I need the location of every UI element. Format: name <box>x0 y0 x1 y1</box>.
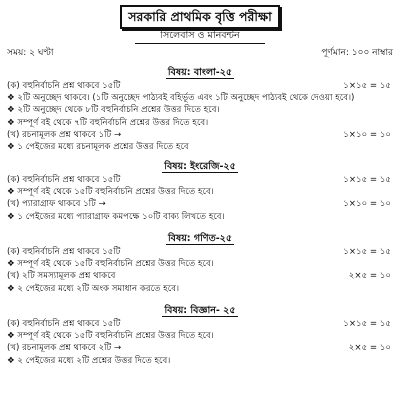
syllabus-line <box>7 129 393 141</box>
page-title: সরকারি প্রাথমিক বৃত্তি পরীক্ষা <box>120 5 280 29</box>
exam-meta <box>7 47 393 60</box>
section-heading <box>0 232 400 245</box>
marks-value: ১×১৫ = ১৫ <box>343 175 391 185</box>
syllabus-line <box>7 186 393 198</box>
marks-value: ১×১৫ = ১৫ <box>343 247 391 257</box>
syllabus-line <box>7 92 393 104</box>
syllabus-line <box>7 141 393 153</box>
marks-value: ১×১৫ = ১৫ <box>343 319 391 329</box>
syllabus-line-text: ❖ ২টি অনুচ্ছেদ থেকে ৮টি বহুনির্বাচনি প্রশ্নের উত্তর দিতে হবে। <box>7 105 220 116</box>
syllabus-line-text: ❖ ২টি অনুচ্ছেদ থাকবে। (১টি অনুচ্ছেদ পাঠ্যবই বহির্ভূত এবং ১টি অনুচ্ছেদ পাঠ্যবই থেকে দেওয়া হবে।) <box>7 93 355 104</box>
syllabus-line-text: ❖ ১ পেইজের মধ্যে প্যারাগ্রাফ কমপক্ষে ১০টি বাক্য লিখতে হবে। <box>7 211 225 222</box>
syllabus-line <box>7 246 393 258</box>
marks-value: ২×৫ = ১০ <box>348 343 391 354</box>
full-marks: পূর্ণমান: ১০০ নাম্বার <box>321 48 393 58</box>
subtitle: সিলেবাস ও মানবন্টন <box>160 30 240 41</box>
syllabus-line <box>7 211 393 223</box>
section-heading <box>0 304 400 317</box>
syllabus-line-text: ❖ ২ পেইজের মধ্যে ২টি অংক সমাধান করতে হবে। <box>7 283 180 294</box>
title-area <box>0 5 400 29</box>
syllabus-line <box>7 258 393 270</box>
exam-time: সময়: ২ ঘণ্টা <box>7 48 54 58</box>
syllabus-line <box>7 174 393 186</box>
syllabus-line-text: (ক) বহুনির্বাচনি প্রশ্ন থাকবে ১৫টি <box>7 247 121 257</box>
section-heading <box>0 160 400 173</box>
syllabus-line <box>7 318 393 330</box>
syllabus-line-text: ❖ সম্পূর্ণ বই থেকে ১৫টি বহুনির্বাচনি প্রশ্নের উত্তর দিতে হবে। <box>7 187 214 198</box>
syllabus-line-text: (খ) রচনামূলক প্রশ্ন থাকবে ১টি → <box>7 129 122 140</box>
section-heading <box>0 66 400 79</box>
syllabus-line-text: ❖ সম্পূর্ণ বই থেকে ১৫টি বহুনির্বাচনি প্রশ্নের উত্তর দিতে হবে। <box>7 259 214 270</box>
syllabus-line-text: (ক) বহুনির্বাচনি প্রশ্ন থাকবে ১৫টি <box>7 81 121 91</box>
syllabus-line <box>7 330 393 342</box>
syllabus-line <box>7 80 393 92</box>
syllabus-line-text: ❖ সম্পূর্ণ বই থেকে ১৫টি বহুনির্বাচনি প্রশ্নের উত্তর দিতে হবে। <box>7 331 214 342</box>
syllabus-line-text: ❖ ১ পেইজের মধ্যে রচনামূলক প্রশ্নের উত্তর দিতে হবে <box>7 142 189 152</box>
syllabus-line-text: (খ) ২টি সমস্যামূলক প্রশ্ন থাকবে <box>7 271 116 282</box>
syllabus-line <box>7 198 393 210</box>
marks-value: ১×১০ = ১০ <box>343 129 391 140</box>
subtitle-underline <box>135 43 265 44</box>
syllabus-line-text: ❖ ২ পেইজের মধ্যে ২টি প্রশ্নের উত্তর দিতে হবে। <box>7 355 171 366</box>
section-heading-text: বিষয়: বিজ্ঞান- ২৫ <box>164 305 236 316</box>
section-heading-text: বিষয়: ইংরেজি-২৫ <box>164 161 236 172</box>
marks-value: ১×১৫ = ১৫ <box>343 81 391 91</box>
syllabus-line <box>7 283 393 295</box>
syllabus-line <box>7 104 393 116</box>
syllabus-line-text: (খ) প্যারাগ্রাফ থাকবে ১টি → <box>7 199 106 210</box>
syllabus-line-text: ❖ সম্পূর্ণ বই থেকে ৭টি বহুনির্বাচনি প্রশ্নের উত্তর দিতে হবে। <box>7 117 209 128</box>
syllabus-line-text: (ক) বহুনির্বাচনি প্রশ্ন থাকবে ১৫টি <box>7 319 121 329</box>
syllabus-line <box>7 342 393 354</box>
syllabus-line-text: (ক) বহুনির্বাচনি প্রশ্ন থাকবে ১৫টি <box>7 175 121 185</box>
syllabus-line <box>7 117 393 129</box>
syllabus-line <box>7 355 393 367</box>
section-heading-text: বিষয়: গণিত-২৫ <box>167 233 233 244</box>
syllabus-line <box>7 270 393 282</box>
section-heading-text: বিষয়: বাংলা-২৫ <box>167 67 233 78</box>
marks-value: ২×৫ = ১০ <box>348 271 391 282</box>
syllabus-line-text: (খ) রচনামূলক প্রশ্ন থাকবে ২টি → <box>7 343 122 354</box>
marks-value: ১×১০ = ১০ <box>343 199 391 210</box>
